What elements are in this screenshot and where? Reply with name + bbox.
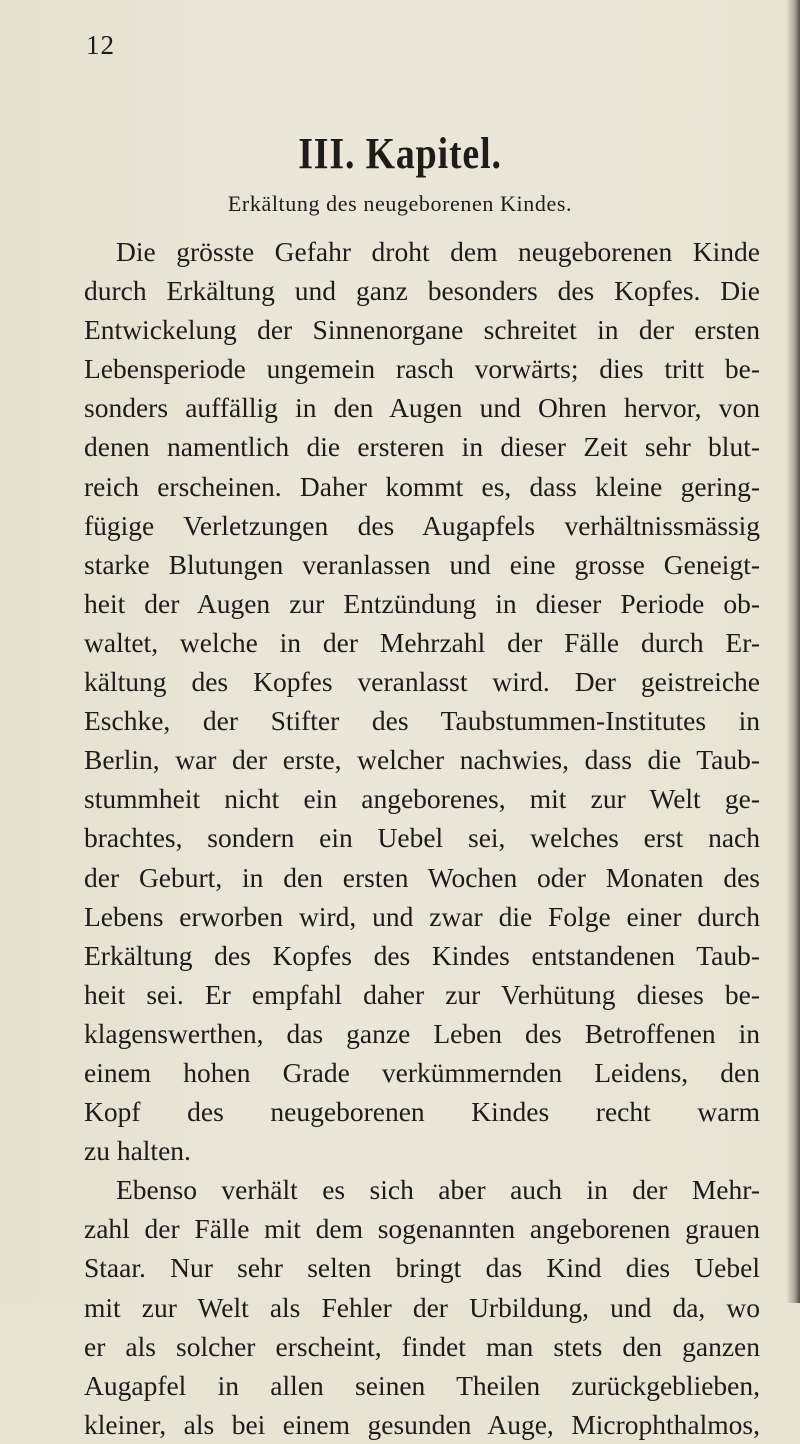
text-line: Lebens erworben wird, und zwar die Folge einer durch — [84, 900, 760, 932]
chapter-title: III. Kapitel. — [298, 129, 502, 178]
text-line: Erkältung des Kopfes des Kindes entstandenen Taub- — [84, 939, 760, 971]
text-line: kältung des Kopfes veranlasst wird. Der geistreiche — [84, 666, 760, 698]
text-line: Berlin, war der erste, welcher nachwies, dass die Taub- — [84, 744, 760, 776]
page-number: 12 — [86, 30, 115, 60]
text-line: er als solcher erscheint, findet man stets den ganzen — [84, 1330, 760, 1362]
text-line: zahl der Fälle mit dem sogenannten angeborenen grauen — [84, 1213, 760, 1245]
text-line: heit der Augen zur Entzündung in dieser Periode ob- — [84, 587, 760, 619]
text-line: fügige Verletzungen des Augapfels verhältnissmässig — [84, 509, 760, 541]
text-line: denen namentlich die ersteren in dieser Zeit sehr blut- — [84, 431, 760, 463]
text-line: Die grösste Gefahr droht dem neugeborenen Kinde — [116, 236, 760, 267]
text-line: Ebenso verhält es sich aber auch in der Mehr- — [116, 1174, 760, 1206]
text-line: Augapfel in allen seinen Theilen zurückgeblieben, — [84, 1369, 760, 1401]
chapter-subtitle: Erkältung des neugeborenen Kindes. — [227, 191, 573, 216]
text-line: der Geburt, in den ersten Wochen oder Monaten des — [84, 861, 760, 893]
text-line: heit sei. Er empfahl daher zur Verhütung dieses be- — [84, 978, 760, 1010]
text-line: Kopf des neugeborenen Kindes recht warm — [84, 1096, 760, 1128]
text-line: brachtes, sondern ein Uebel sei, welches erst nach — [84, 822, 760, 854]
text-line: zu halten. — [84, 1135, 191, 1167]
text-line: einem hohen Grade verkümmernden Leidens, den — [84, 1056, 760, 1088]
text-line: waltet, welche in der Mehrzahl der Fälle durch Er- — [84, 626, 760, 658]
text-line: Entwickelung der Sinnenorgane schreitet in der ersten — [84, 314, 760, 346]
text-line: Staar. Nur sehr selten bringt das Kind dies Uebel — [84, 1252, 760, 1284]
text-line: starke Blutungen veranlassen und eine grosse Geneigt- — [84, 548, 760, 580]
text-line: durch Erkältung und ganz besonders des Kopfes. Die — [84, 275, 760, 307]
text-line: kleiner, als bei einem gesunden Auge, Microphthalmos, — [84, 1408, 760, 1440]
text-line: stummheit nicht ein angeborenes, mit zur Welt ge- — [84, 783, 760, 815]
text-line: klagenswerthen, das ganze Leben des Betroffenen in — [84, 1017, 760, 1049]
text-line: sonders auffällig in den Augen und Ohren hervor, von — [84, 392, 760, 424]
text-line: mit zur Welt als Fehler der Urbildung, und da, wo — [84, 1291, 760, 1323]
text-line: reich erscheinen. Daher kommt es, dass kleine gering- — [84, 470, 760, 502]
text-line: Eschke, der Stifter des Taubstummen-Institutes in — [84, 705, 760, 737]
body-text — [84, 232, 760, 1444]
text-line: Lebensperiode ungemein rasch vorwärts; dies tritt be- — [84, 353, 760, 385]
